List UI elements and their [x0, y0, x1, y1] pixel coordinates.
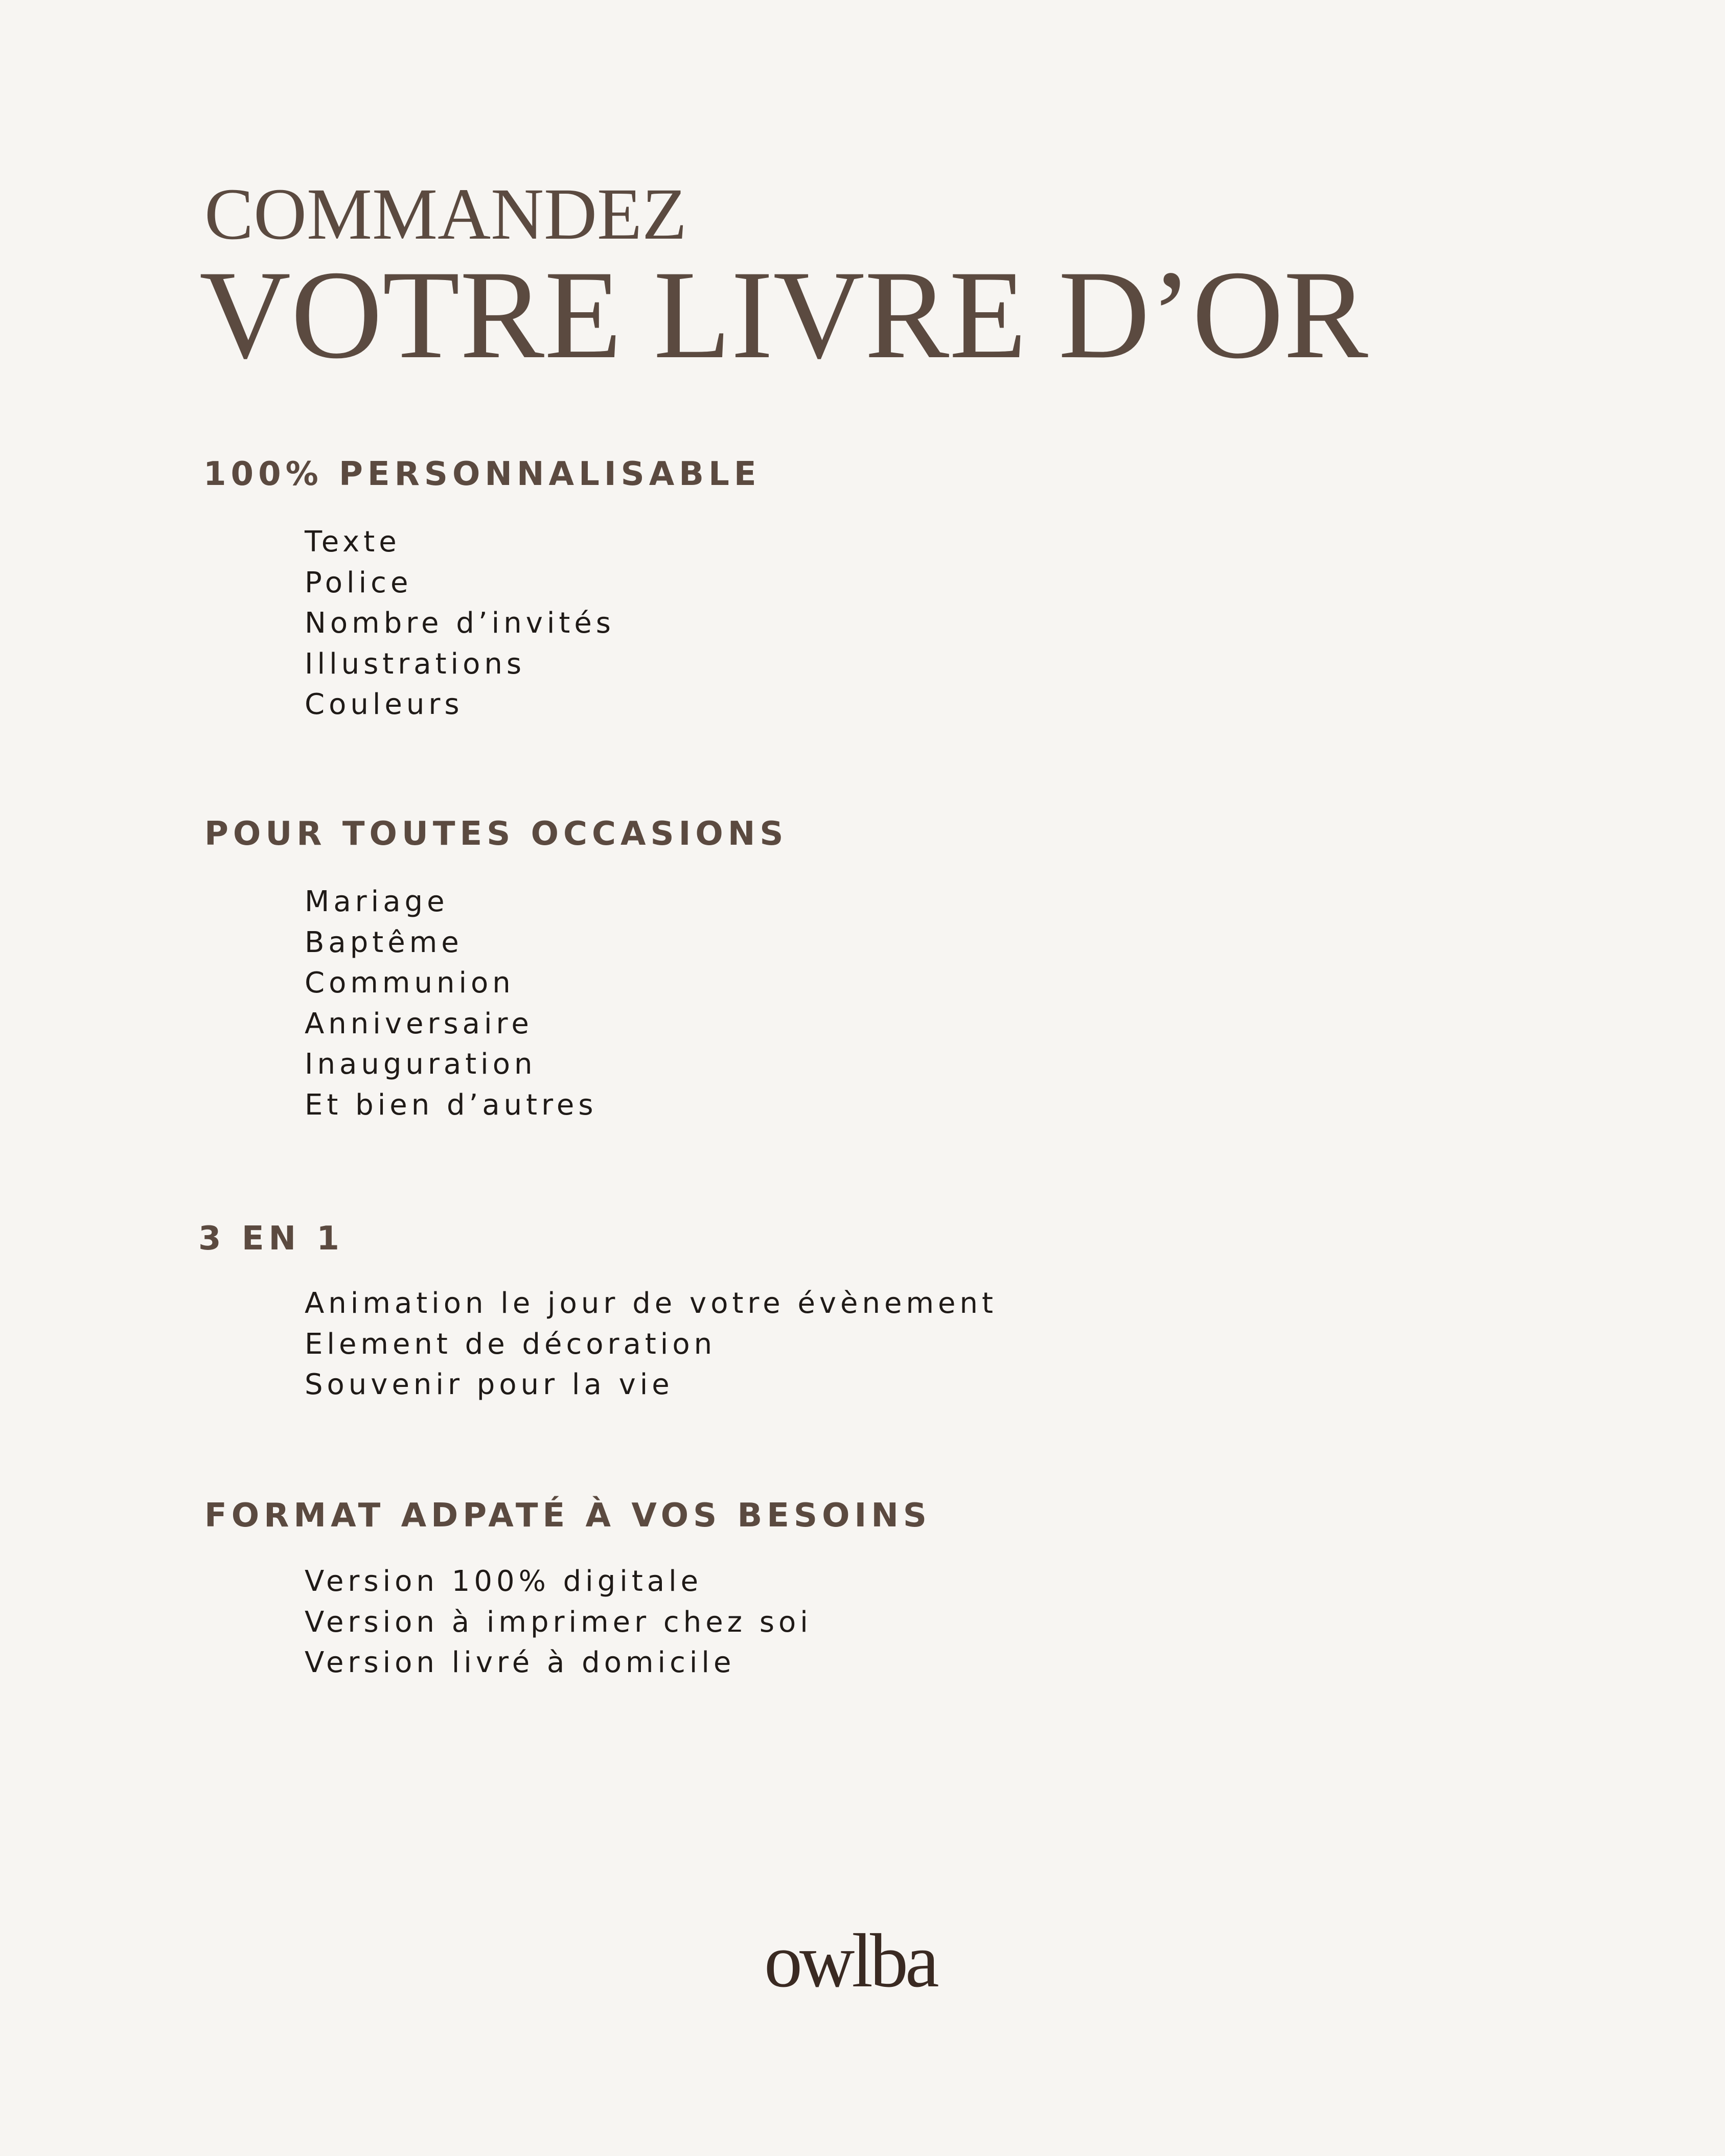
list-item: Animation le jour de votre évènement: [305, 1287, 997, 1320]
3-en-1-list: [305, 1283, 997, 1405]
format-list: [305, 1561, 812, 1683]
list-item: Police: [305, 566, 412, 599]
list-item: Illustrations: [305, 647, 526, 681]
list-item: Anniversaire: [305, 1007, 533, 1040]
list-item: Et bien d’autres: [305, 1088, 597, 1122]
section-heading-3-en-1: 3 EN 1: [198, 1220, 344, 1258]
list-item: Souvenir pour la vie: [305, 1368, 674, 1401]
list-item: Mariage: [305, 885, 449, 918]
page-title: VOTRE LIVRE D’OR: [199, 244, 1368, 385]
occasions-list: [305, 882, 597, 1125]
brand-logo: owlba: [764, 1918, 936, 2003]
list-item: Nombre d’invités: [305, 607, 615, 640]
list-item: Baptême: [305, 925, 463, 959]
list-item: Communion: [305, 966, 515, 1000]
list-item: Version livré à domicile: [305, 1646, 735, 1679]
list-item: Couleurs: [305, 688, 464, 721]
list-item: Texte: [305, 525, 401, 559]
list-item: Version 100% digitale: [305, 1565, 703, 1598]
list-item: Element de décoration: [305, 1327, 717, 1361]
title-eyebrow: COMMANDEZ: [204, 174, 687, 255]
section-heading-personnalisable: 100% PERSONNALISABLE: [203, 455, 761, 493]
section-heading-occasions: POUR TOUTES OCCASIONS: [204, 815, 788, 853]
list-item: Inauguration: [305, 1048, 537, 1081]
list-item: Version à imprimer chez soi: [305, 1605, 812, 1639]
section-heading-format: FORMAT ADPATÉ À VOS BESOINS: [204, 1497, 931, 1535]
personnalisable-list: [305, 522, 615, 725]
